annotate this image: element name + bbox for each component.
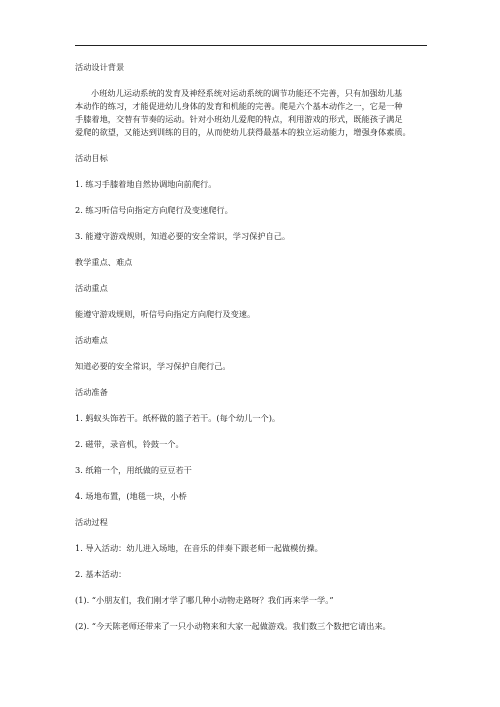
background-line-2: 本动作的练习，才能促进幼儿身体的发育和机能的完善。爬是六个基本动作之一，它是一种 xyxy=(75,101,403,111)
goal-item-1: 1. 练习手膝着地自然协调地向前爬行。 xyxy=(75,179,217,189)
process-item-1: 1. 导入活动：幼儿进入场地，在音乐的伴奏下跟老师一起做模仿操。 xyxy=(75,543,323,553)
background-line-1: 小班幼儿运动系统的发育及神经系统对运动系统的调节功能还不完善，只有加强幼儿基 xyxy=(91,88,403,98)
preparation-item-3: 3. 纸箱一个，用纸做的豆豆若干 xyxy=(75,465,192,475)
difficulty-text: 知道必要的安全常识，学习保护自爬行己。 xyxy=(75,361,231,371)
key-points-heading: 教学重点、难点 xyxy=(75,257,133,267)
goal-item-3: 3. 能遵守游戏规则，知道必要的安全常识，学习保护自己。 xyxy=(75,231,291,241)
key-point-text: 能遵守游戏规则，听信号向指定方向爬行及变速。 xyxy=(75,309,256,319)
process-item-4: (2). “今天陈老师还带来了一只小动物来和大家一起做游戏。我们数三个数把它请出来。 xyxy=(75,621,391,631)
key-point-heading: 活动重点 xyxy=(75,283,108,293)
preparation-item-4: 4. 场地布置，(地毯一块，小桥 xyxy=(75,491,187,501)
goals-heading: 活动目标 xyxy=(75,153,108,163)
background-line-3: 手膝着地，交替有节奏的运动。针对小班幼儿爱爬的特点，利用游戏的形式，既能孩子满足 xyxy=(75,114,403,124)
background-line-4: 爱爬的欲望，又能达到训练的目的，从而使幼儿获得最基本的独立运动能力，增强身体素质。 xyxy=(75,127,411,137)
preparation-heading: 活动准备 xyxy=(75,387,108,397)
process-heading: 活动过程 xyxy=(75,517,108,527)
header-rule xyxy=(75,45,427,46)
preparation-item-1: 1. 蚂蚁头饰若干。纸杯做的篮子若干。(每个幼儿一个)。 xyxy=(75,413,281,423)
process-item-3: (1). “小朋友们，我们刚才学了哪几种小动物走路呀？我们再来学一学。” xyxy=(75,595,334,605)
preparation-item-2: 2. 磁带，录音机，铃鼓一个。 xyxy=(75,439,184,449)
goal-item-2: 2. 练习听信号向指定方向爬行及变速爬行。 xyxy=(75,205,233,215)
difficulty-heading: 活动难点 xyxy=(75,335,108,345)
design-background-heading: 活动设计背景 xyxy=(75,62,125,72)
process-item-2: 2. 基本活动： xyxy=(75,569,127,579)
